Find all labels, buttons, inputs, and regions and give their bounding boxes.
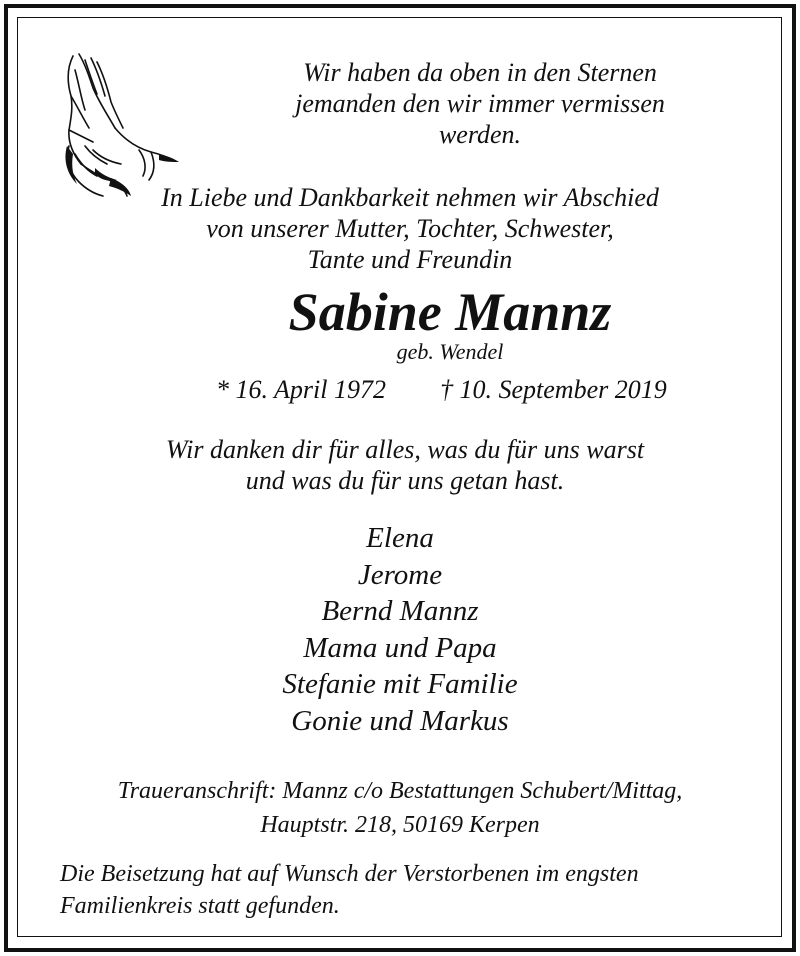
mourner: Stefanie mit Familie <box>282 668 518 700</box>
thanks-text <box>105 434 705 496</box>
mourner: Elena <box>366 522 434 554</box>
farewell-line: von unserer Mutter, Tochter, Schwester, <box>206 214 614 243</box>
deceased-name: Sabine Mannz <box>288 282 612 342</box>
praying-hands-icon <box>55 50 180 200</box>
mourners-list <box>150 520 650 739</box>
mourner: Bernd Mannz <box>321 595 479 627</box>
mourner: Jerome <box>357 558 443 591</box>
mourner: Mama und Papa <box>303 631 497 664</box>
mourning-address <box>40 774 760 842</box>
address-line: Traueranschrift: Mannz c/o Bestattungen Schubert/Mittag, <box>117 778 683 804</box>
thanks-line: Wir danken dir für alles, was du für uns warst <box>165 435 645 464</box>
farewell-line: In Liebe und Dankbarkeit nehmen wir Abschied <box>161 183 659 212</box>
mourner: Gonie und Markus <box>291 704 509 737</box>
poem-line: werden. <box>438 120 522 149</box>
farewell-text <box>140 182 680 275</box>
poem-line: jemanden den wir immer vermissen <box>295 89 665 118</box>
note-line: Die Beisetzung hat auf Wunsch der Verstorbenen im engsten <box>60 861 639 887</box>
funeral-note <box>60 858 760 922</box>
poem-line: Wir haben da oben in den Sternen <box>303 58 657 87</box>
birth-date: * 16. April 1972 <box>216 375 386 404</box>
thanks-line: und was du für uns getan hast. <box>245 466 565 495</box>
death-date: † 10. September 2019 <box>440 375 667 404</box>
note-line: Familienkreis statt gefunden. <box>60 893 340 919</box>
maiden-name: geb. Wendel <box>396 339 504 364</box>
poem <box>230 57 730 150</box>
farewell-line: Tante und Freundin <box>307 245 513 274</box>
address-line: Hauptstr. 218, 50169 Kerpen <box>260 812 540 838</box>
